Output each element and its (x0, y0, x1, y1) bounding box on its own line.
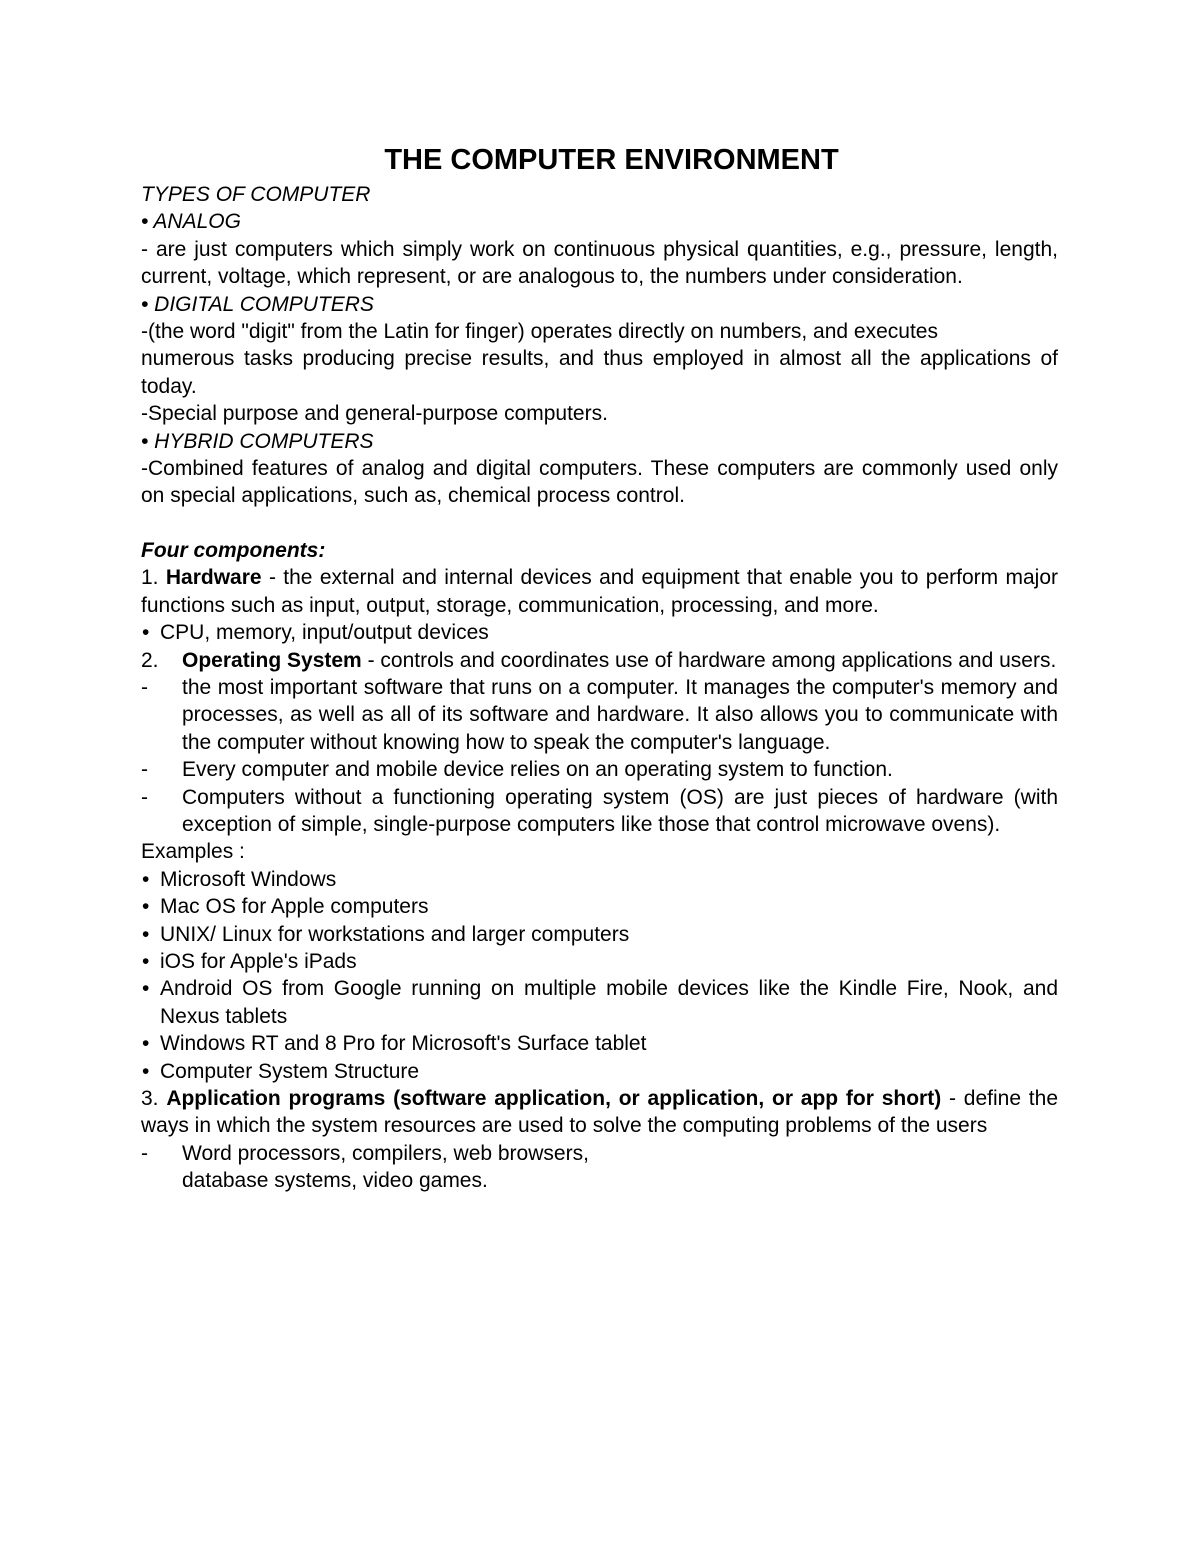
example-item (141, 975, 1058, 1030)
os-dash-item (141, 756, 1058, 783)
types-heading: TYPES OF COMPUTER (141, 183, 371, 206)
example-item (141, 866, 1058, 893)
example-text: Computer System Structure (160, 1059, 420, 1083)
example-text: Microsoft Windows (160, 867, 337, 891)
apps-text: - define the ways in which the system resources are used to solve the computing problems of the users (141, 1087, 1058, 1138)
analog-text: - are just computers which simply work on continuous physical quantities, e.g., pressure, length, current, voltage, which represent, or are analogous to, the numbers under consideration. (141, 237, 1058, 289)
bullet-icon: • (142, 977, 150, 1001)
os-number: 2. (141, 648, 159, 672)
hardware-term: Hardware (165, 566, 262, 590)
example-text: Windows RT and 8 Pro for Microsoft's Surface tablet (160, 1032, 647, 1056)
page-title: THE COMPUTER ENVIRONMENT (384, 144, 839, 176)
components-heading: Four components: (141, 538, 326, 562)
hybrid-text: -Combined features of analog and digital computers. These computers are commonly used only on special applications, such as, chemical process control. (141, 457, 1058, 508)
apps-number: 3. (141, 1087, 159, 1110)
example-item (141, 1058, 1058, 1085)
example-text: iOS for Apple's iPads (160, 949, 357, 973)
dash-icon: - (141, 1141, 148, 1165)
digital-label: • DIGITAL COMPUTERS (141, 292, 374, 316)
bullet-icon: • (142, 1032, 150, 1056)
digital-text-line2: numerous tasks producing precise results, and thus employed in almost all the applications of today. (141, 347, 1058, 398)
dash-icon: - (141, 785, 148, 809)
apps-item (141, 1085, 1058, 1140)
digital-text-line1: -(the word "digit" from the Latin for finger) operates directly on numbers, and executes (141, 320, 938, 344)
example-item (141, 1030, 1058, 1057)
digital-text-line3: -Special purpose and general-purpose computers. (141, 402, 608, 426)
os-dash-text: Every computer and mobile device relies on an operating system to function. (182, 758, 893, 782)
example-item (141, 948, 1058, 975)
hardware-number: 1. (141, 566, 159, 590)
example-item (141, 921, 1058, 948)
bullet-icon: • (142, 621, 150, 645)
hardware-bullet-text: CPU, memory, input/output devices (160, 621, 489, 645)
hardware-bullet-item (141, 619, 1058, 646)
os-dash-item (141, 674, 1058, 756)
bullet-icon: • (142, 1059, 150, 1083)
analog-label: • ANALOG (141, 210, 241, 234)
examples-label: Examples : (141, 840, 245, 864)
os-dash-text: the most important software that runs on a computer. It manages the computer's memory and processes, as well as all of its software and hardware. It also allows you to communicate with the computer without knowing how to speak the computer's language. (182, 675, 1058, 754)
example-text: Mac OS for Apple computers (160, 895, 429, 919)
os-term: Operating System (182, 648, 362, 672)
section-spacer (141, 510, 1058, 537)
hybrid-label: • HYBRID COMPUTERS (141, 429, 374, 453)
bullet-icon: • (142, 867, 150, 891)
hardware-item (141, 564, 1058, 619)
bullet-icon: • (142, 922, 150, 946)
example-text: Android OS from Google running on multiple mobile devices like the Kindle Fire, Nook, and Nexus tablets (160, 977, 1058, 1028)
os-item (141, 647, 1058, 674)
document-body (141, 142, 1058, 1195)
bullet-icon: • (142, 949, 150, 973)
example-text: UNIX/ Linux for workstations and larger computers (160, 922, 630, 946)
dash-icon: - (141, 758, 148, 782)
apps-term: Application programs (software application, or application, or app for short) (166, 1087, 942, 1110)
os-dash-item (141, 784, 1058, 839)
example-item (141, 893, 1058, 920)
os-text: - controls and coordinates use of hardware among applications and users. (361, 648, 1057, 672)
apps-dash-line2: database systems, video games. (182, 1169, 488, 1193)
os-dash-text: Computers without a functioning operating system (OS) are just pieces of hardware (with exception of simple, single-purpose computers like those that control microwave ovens). (182, 785, 1058, 836)
apps-dash-line1: Word processors, compilers, web browsers, (182, 1141, 589, 1165)
hardware-text: - the external and internal devices and equipment that enable you to perform major functions such as input, output, storage, communication, processing, and more. (141, 566, 1058, 617)
dash-icon: - (141, 675, 148, 699)
apps-dash-item (141, 1140, 1058, 1167)
bullet-icon: • (142, 895, 150, 919)
